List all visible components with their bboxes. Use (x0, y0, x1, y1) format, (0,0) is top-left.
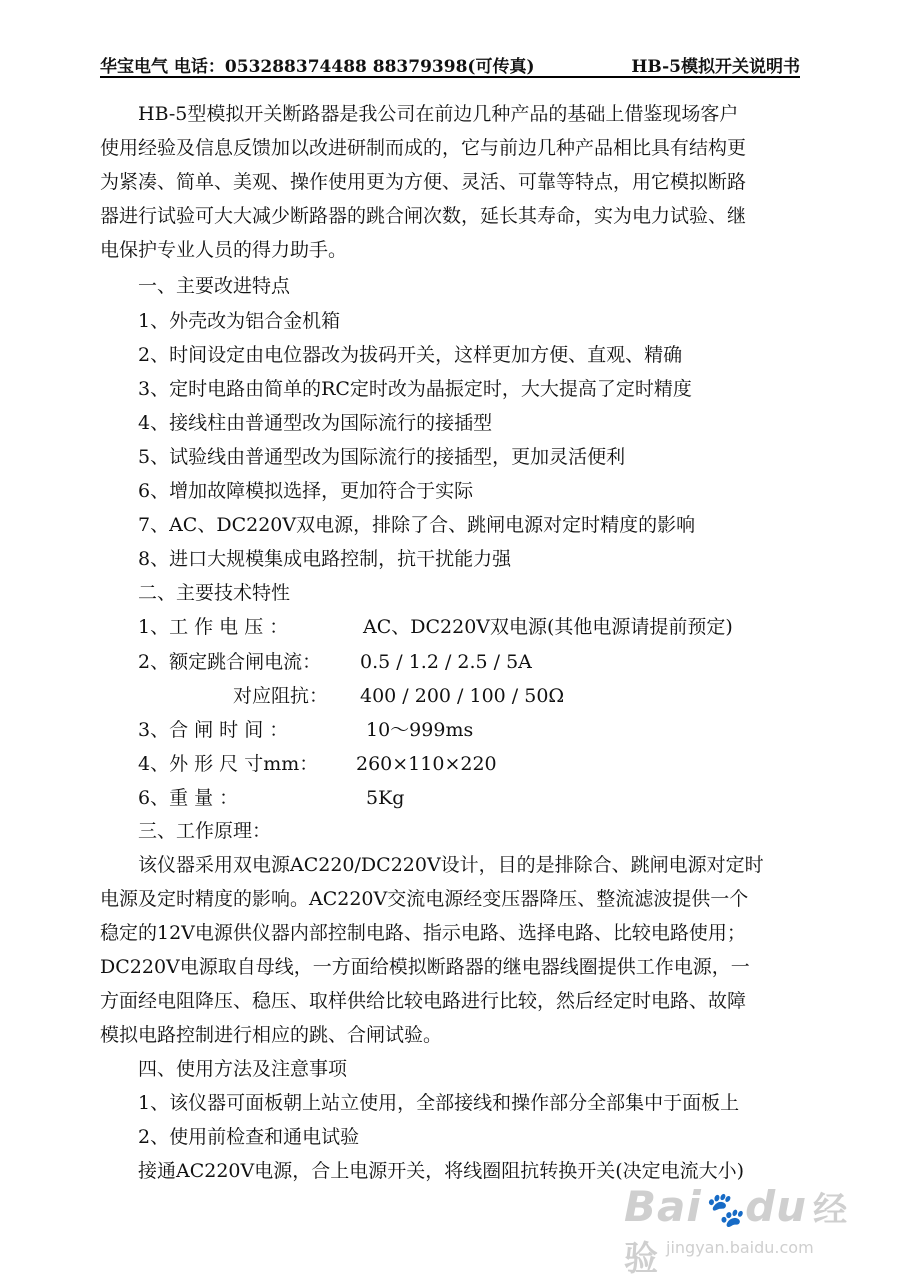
paragraph-line: 1、该仪器可面板朝上站立使用，全部接线和操作部分全部集中于面板上 (138, 1092, 740, 1114)
baidu-jingyan-watermark (624, 1182, 854, 1279)
intro-line: 电保护专业人员的得力助手。 (100, 239, 348, 261)
spec-key: 对应阻抗： (233, 685, 329, 707)
paw-icon: 🐾 (701, 1190, 746, 1230)
baidu-logo: Bai🐾du 经验 (624, 1182, 849, 1279)
spec-key: 1、工 作 电 压 ： (138, 616, 289, 638)
paragraph-line: DC220V电源取自母线，一方面给模拟断路器的继电器线圈提供工作电源，一 (100, 956, 750, 978)
spec-key: 3、合 闸 时 间 ： (138, 719, 289, 741)
spec-value: 400 / 200 / 100 / 50Ω (360, 685, 565, 707)
spec-row (233, 684, 793, 708)
section-heading: 四、使用方法及注意事项 (138, 1058, 348, 1080)
paragraph-line: 接通AC220V电源，合上电源开关，将线圈阻抗转换开关(决定电流大小) (138, 1160, 745, 1182)
list-item: 4、接线柱由普通型改为国际流行的接插型 (138, 412, 493, 434)
document-title: HB-5模拟开关说明书 (631, 57, 800, 77)
section-heading: 一、主要改进特点 (138, 275, 291, 297)
spec-value: 260×110×220 (356, 753, 497, 775)
paragraph-line: 该仪器采用双电源AC220/DC220V设计，目的是排除合、跳闸电源对定时 (138, 854, 764, 876)
company-contact: 华宝电气 电话：053288374488 88379398(可传真) (100, 57, 535, 77)
spec-row (138, 615, 788, 639)
list-item: 7、AC、DC220V双电源，排除了合、跳闸电源对定时精度的影响 (138, 514, 696, 536)
list-item: 5、试验线由普通型改为国际流行的接插型，更加灵活便利 (138, 446, 626, 468)
spec-value: 0.5 / 1.2 / 2.5 / 5A (360, 651, 532, 673)
intro-line: 为紧凑、简单、美观、操作使用更为方便、灵活、可靠等特点，用它模拟断路 (100, 171, 747, 193)
list-item: 1、外壳改为铝合金机箱 (138, 310, 341, 332)
intro-line: 器进行试验可大大减少断路器的跳合闸次数，延长其寿命，实为电力试验、继 (100, 205, 747, 227)
watermark-url: jingyan.baidu.com (666, 1238, 814, 1257)
list-item: 6、增加故障模拟选择，更加符合于实际 (138, 480, 474, 502)
spec-key: 6、重 量 ： (138, 787, 239, 809)
spec-row (138, 752, 788, 776)
spec-value: 5Kg (366, 787, 405, 809)
paragraph-line: 2、使用前检查和通电试验 (138, 1126, 360, 1148)
spec-row (138, 718, 788, 742)
list-item: 8、进口大规模集成电路控制，抗干扰能力强 (138, 548, 512, 570)
spec-value: 10～999ms (366, 719, 474, 741)
list-item: 3、定时电路由简单的RC定时改为晶振定时，大大提高了定时精度 (138, 378, 692, 400)
section-heading: 三、工作原理： (138, 820, 272, 842)
list-item: 2、时间设定由电位器改为拔码开关，这样更加方便、直观、精确 (138, 344, 683, 366)
intro-line: HB-5型模拟开关断路器是我公司在前边几种产品的基础上借鉴现场客户 (138, 103, 739, 125)
spec-key: 4、外 形 尺 寸mm： (138, 753, 319, 775)
spec-key: 2、额定跳合闸电流： (138, 651, 322, 673)
document-header (100, 52, 800, 78)
spec-row (138, 786, 788, 810)
paragraph-line: 模拟电路控制进行相应的跳、合闸试验。 (100, 1024, 443, 1046)
paragraph-line: 方面经电阻降压、稳压、取样供给比较电路进行比较，然后经定时电路、故障 (100, 990, 747, 1012)
spec-value: AC、DC220V双电源(其他电源请提前预定) (363, 616, 733, 638)
paragraph-line: 电源及定时精度的影响。AC220V交流电源经变压器降压、整流滤波提供一个 (100, 888, 749, 910)
spec-row (138, 650, 788, 674)
section-heading: 二、主要技术特性 (138, 582, 291, 604)
intro-line: 使用经验及信息反馈加以改进研制而成的，它与前边几种产品相比具有结构更 (100, 137, 747, 159)
paragraph-line: 稳定的12V电源供仪器内部控制电路、指示电路、选择电路、比较电路使用； (100, 922, 746, 944)
